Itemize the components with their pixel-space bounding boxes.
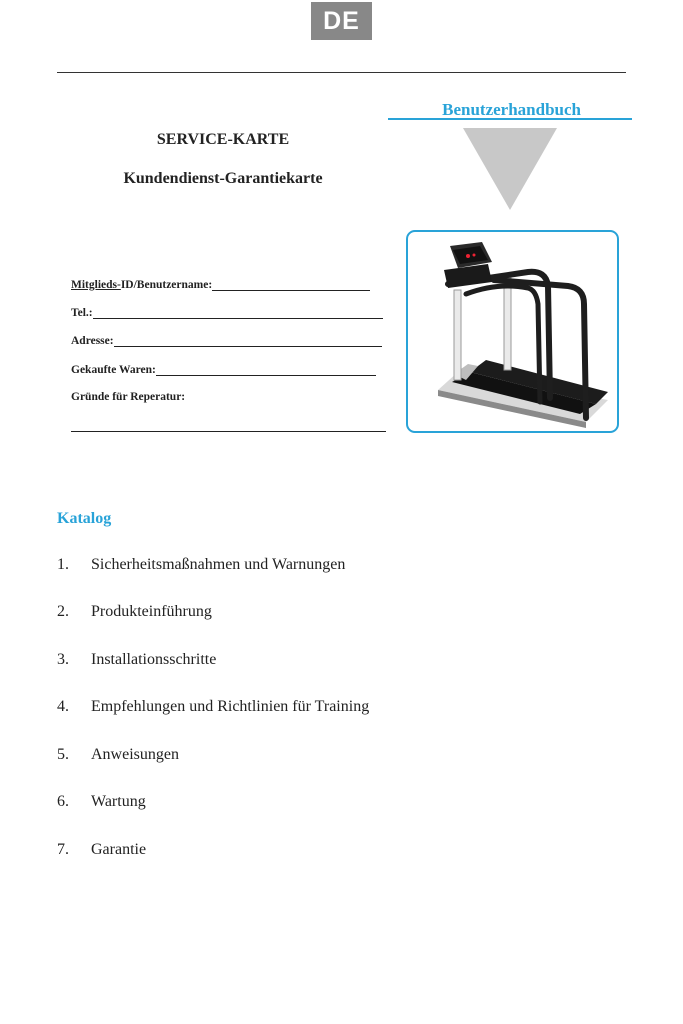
phone-label: Tel.:	[71, 307, 93, 319]
toc-item-number: 4.	[57, 698, 69, 715]
address-label: Adresse:	[71, 335, 114, 347]
form-row-member-id	[71, 278, 370, 291]
form-row-address	[71, 334, 382, 347]
toc-item[interactable]	[57, 651, 216, 669]
toc-item[interactable]	[57, 698, 369, 716]
toc-item-number: 3.	[57, 651, 69, 668]
toc-item[interactable]	[57, 603, 212, 621]
toc-item-number: 5.	[57, 746, 69, 763]
down-triangle-graphic	[463, 128, 557, 210]
toc-item[interactable]	[57, 746, 179, 764]
warranty-card-title: Kundendienst-Garantiekarte	[123, 170, 323, 187]
purchased-field[interactable]	[156, 363, 376, 376]
toc-item-label: Produkteinführung	[91, 603, 212, 620]
manual-title: Benutzerhandbuch	[388, 100, 632, 120]
form-row-reason	[71, 391, 185, 403]
service-card-title: SERVICE-KARTE	[156, 131, 290, 148]
toc-item-label: Wartung	[91, 793, 146, 810]
toc-item-label: Garantie	[91, 841, 147, 858]
toc-item-label: Empfehlungen und Richtlinien für Training	[91, 698, 370, 715]
language-badge: DE	[311, 2, 372, 40]
toc-item[interactable]	[57, 841, 146, 859]
member-id-label-prefix: Mitglieds-	[71, 279, 121, 291]
form-row-phone	[71, 306, 383, 319]
address-field[interactable]	[114, 334, 382, 347]
toc-item-label: Sicherheitsmaßnahmen und Warnungen	[91, 556, 346, 573]
treadmill-image	[408, 232, 617, 431]
product-image-frame	[406, 230, 619, 433]
toc-item[interactable]	[57, 556, 345, 574]
member-id-label: ID/Benutzername:	[120, 279, 213, 291]
toc-item-number: 2.	[57, 603, 69, 620]
catalog-heading: Katalog	[57, 510, 112, 527]
member-id-field[interactable]	[212, 278, 370, 291]
phone-field[interactable]	[93, 306, 383, 319]
top-divider	[57, 72, 626, 73]
toc-item-label: Installationsschritte	[91, 651, 217, 668]
reason-field[interactable]	[71, 431, 386, 432]
toc-item-number: 1.	[57, 556, 69, 573]
form-row-purchased	[71, 363, 376, 376]
toc-item-label: Anweisungen	[91, 746, 179, 763]
reason-label: Gründe für Reperatur:	[71, 391, 186, 403]
toc-item[interactable]	[57, 793, 146, 811]
toc-item-number: 7.	[57, 841, 69, 858]
toc-item-number: 6.	[57, 793, 69, 810]
purchased-label: Gekaufte Waren:	[71, 364, 156, 376]
